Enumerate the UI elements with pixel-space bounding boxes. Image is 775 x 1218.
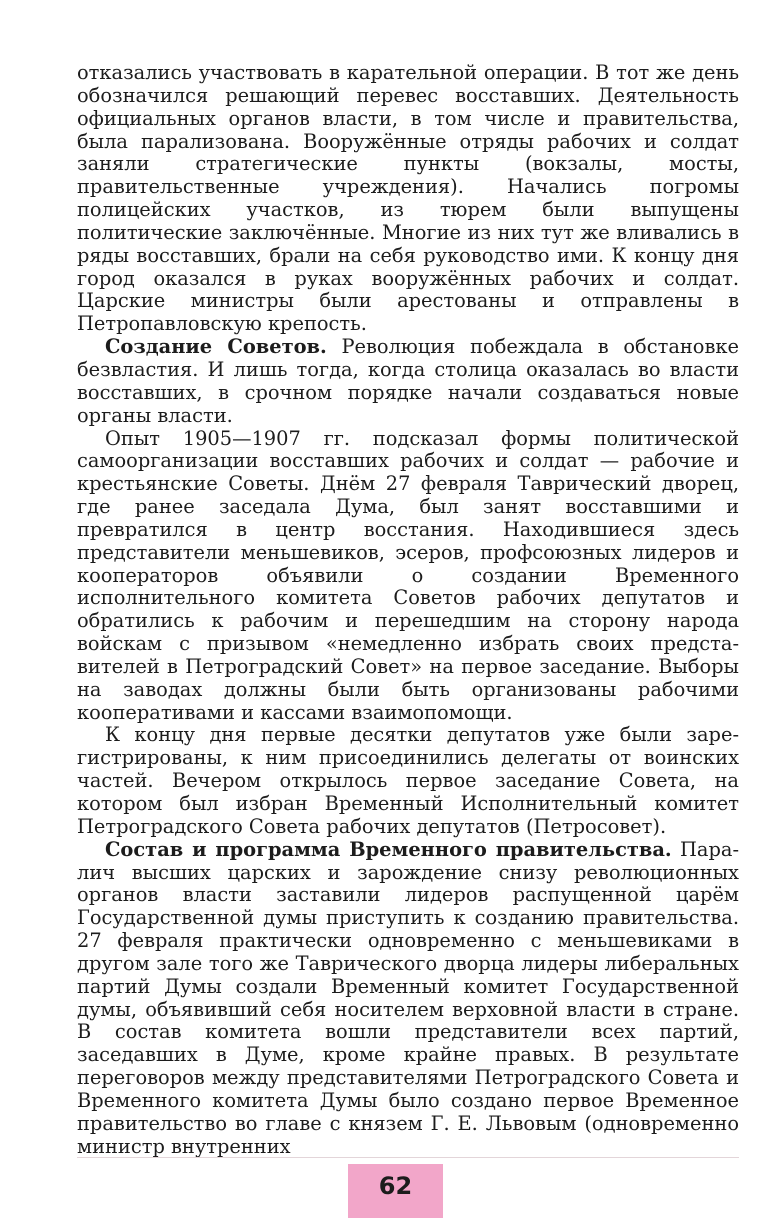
paragraph-5-text: Паралич высших царских и зарождение снизу революционных органов власти заставили лидеров распущенной царём Государственной думы приступить к созданию правительства. 27 февраля практически одновременно с меньшевиками в другом зале того же Таврического дворца лидеры либеральных партий Думы создали Временный комитет Государственной думы, объявивший себя носителем верховной власти в стране. В состав комитета вошли представители всех партий, заседавших в Думе, кроме крайне правых. В результате переговоров между представителями Петроградского Совета и Временного комитета Думы было создано первое Временное правительство во главе с князем Г. Е. Львовым (одновременно министр внутренних — [77, 837, 739, 1158]
section-heading-provisional-government: Состав и программа Временного правительства. — [105, 837, 672, 861]
page-number-tab — [348, 1164, 443, 1218]
paragraph-4 — [77, 724, 739, 838]
section-heading-soviets: Создание Советов. — [105, 335, 327, 359]
paragraph-3 — [77, 428, 739, 725]
paragraph-3-text: Опыт 1905—1907 гг. подсказал формы политической самоорганизации восставших рабочих и солдат — рабочие и крестьянские Советы. Днём 27 февраля Таврический дворец, где ранее заседала Дума, был занят восставшими и превратился в центр восстания. Находившиеся здесь представители меньшевиков, эсеров, профсоюзных лидеров и кооператоров объявили о создании Временного исполнительного комитета Советов рабочих депутатов и обратились к рабочим и перешедшим на сторону народа войскам с призывом «немедленно избрать своих представителей в Петроградский Совет» на первое заседание. Выборы на заводах должны были быть организованы рабочими кооперативами и кассами взаимопомощи. — [77, 426, 739, 724]
paragraph-2 — [77, 336, 739, 427]
footer-divider — [77, 1157, 739, 1158]
paragraph-4-text: К концу дня первые десятки депутатов уже были зарегистрированы, к ним присоединились делегаты от воинских частей. Вечером открылось первое заседание Совета, на котором был избран Временный Исполнительный комитет Петроградского Совета рабочих депутатов (Петросовет). — [77, 723, 739, 838]
paragraph-5 — [77, 839, 739, 1159]
paragraph-1 — [77, 62, 739, 336]
page-number: 62 — [378, 1172, 413, 1200]
page-body — [77, 62, 739, 1159]
paragraph-1-text: отказались участвовать в карательной операции. В тот же день обозначился решающий перевес восставших. Деятельность официальных органов власти, в том числе и правительства, была парализована. Вооружённые отряды рабочих и солдат заняли стратегические пункты (вокзалы, мосты, правительственные учреждения). Начались погромы полицейских участков, из тюрем были выпущены политические заключённые. Многие из них тут же вливались в ряды восставших, брали на себя руководство ими. К концу дня город оказался в руках вооружённых рабочих и солдат. Царские министры были арестованы и отправлены в Петропавловскую крепость. — [77, 61, 739, 336]
paragraph-2-text: Революция побеждала в обстановке безвластия. И лишь тогда, когда столица оказалась во власти восставших, в срочном порядке начали создаваться новые органы власти. — [77, 335, 739, 427]
